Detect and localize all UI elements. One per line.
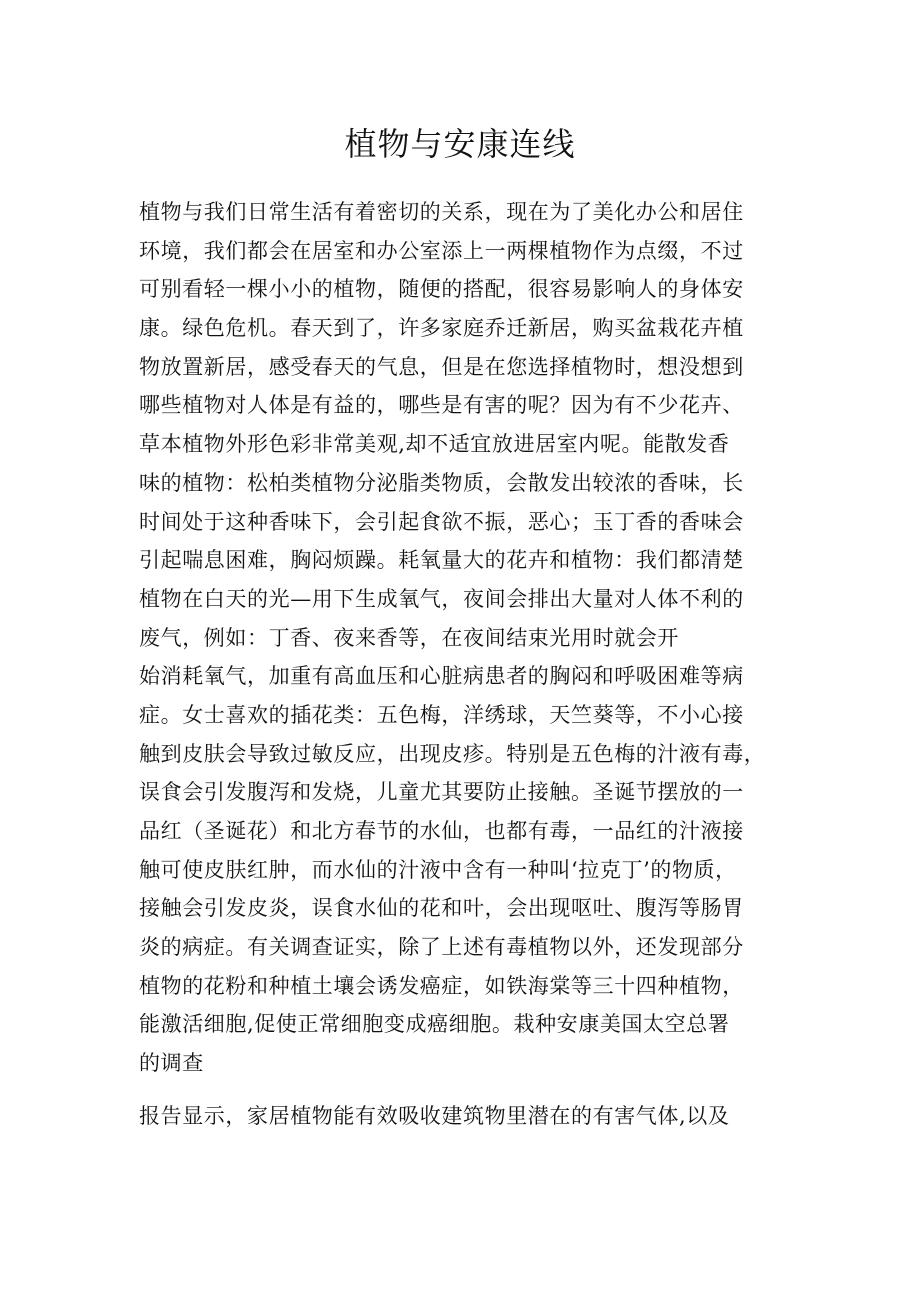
body-line: 品红（圣诞花）和北方春节的水仙，也都有毒，一品红的汁液接: [139, 819, 744, 843]
body-line: 始消耗氧气，加重有高血压和心脏病患者的胸闷和呼吸困难等病: [139, 664, 744, 689]
body-line: 触可使皮肤红肿，而水仙的汁液中含有一种叫‘拉克丁’的物质，: [139, 857, 737, 882]
paragraph-gap: [139, 1083, 799, 1097]
document-body: [139, 193, 799, 1136]
body-line: 炎的病症。有关调查证实，除了上述有毒植物以外，还发现部分: [139, 935, 744, 960]
body-line: 的调查: [139, 1051, 204, 1076]
body-line: 味的植物：松柏类植物分泌脂类物质，会散发出较浓的香味，长: [139, 470, 744, 495]
body-line: 环境，我们都会在居室和办公室添上一两棵植物作为点缀，不过: [139, 238, 744, 263]
body-line: 物放置新居，感受春天的气息，但是在您选择植物时，想没想到: [139, 354, 744, 379]
body-line: 可别看轻一棵小小的植物，随便的搭配，很容易影响人的身体安: [139, 277, 744, 302]
body-line: 症。女士喜欢的插花类：五色梅，洋绣球，天竺葵等，不小心接: [139, 702, 744, 727]
body-line: 植物在白天的光—用下生成氧气，夜间会排出大量对人体不利的: [139, 586, 744, 611]
body-line: 哪些植物对人体是有益的，哪些是有害的呢？因为有不少花卉、: [139, 393, 744, 418]
body-line: 植物的花粉和种植土壤会诱发癌症，如铁海棠等三十四种植物，: [139, 973, 744, 998]
body-line: 康。绿色危机。春天到了，许多家庭乔迁新居，购买盆栽花卉植: [139, 316, 744, 341]
body-line: 植物与我们日常生活有着密切的关系，现在为了美化办公和居住: [139, 200, 744, 224]
body-line: 废气，例如：丁香、夜来香等，在夜间结束光用时就会开: [139, 625, 679, 650]
body-line: 草本植物外形色彩非常美观,却不适宜放进居室内呢。能散发香: [139, 432, 730, 457]
body-line: 触到皮肤会导致过敏反应，出现皮疹。特别是五色梅的汁液有毒，: [139, 741, 766, 766]
body-line: 误食会引发腹泻和发烧，儿童尤其要防止接触。圣诞节摆放的一: [139, 780, 744, 805]
body-line: 接触会引发皮炎，误食水仙的花和叶，会出现呕吐、腹泻等肠胃: [139, 896, 744, 921]
body-line: 时间处于这种香味下，会引起食欲不振，恶心；玉丁香的香味会: [139, 509, 744, 534]
body-line: 引起喘息困难，胸闷烦躁。耗氧量大的花卉和植物：我们都清楚: [139, 548, 744, 573]
body-line: 报告显示，家居植物能有效吸收建筑物里潜在的有害气体,以及: [139, 1103, 730, 1128]
body-line: 能激活细胞,促使正常细胞变成癌细胞。栽种安康美国太空总署: [139, 1012, 730, 1037]
document-title: 植物与安康连线: [344, 125, 576, 163]
